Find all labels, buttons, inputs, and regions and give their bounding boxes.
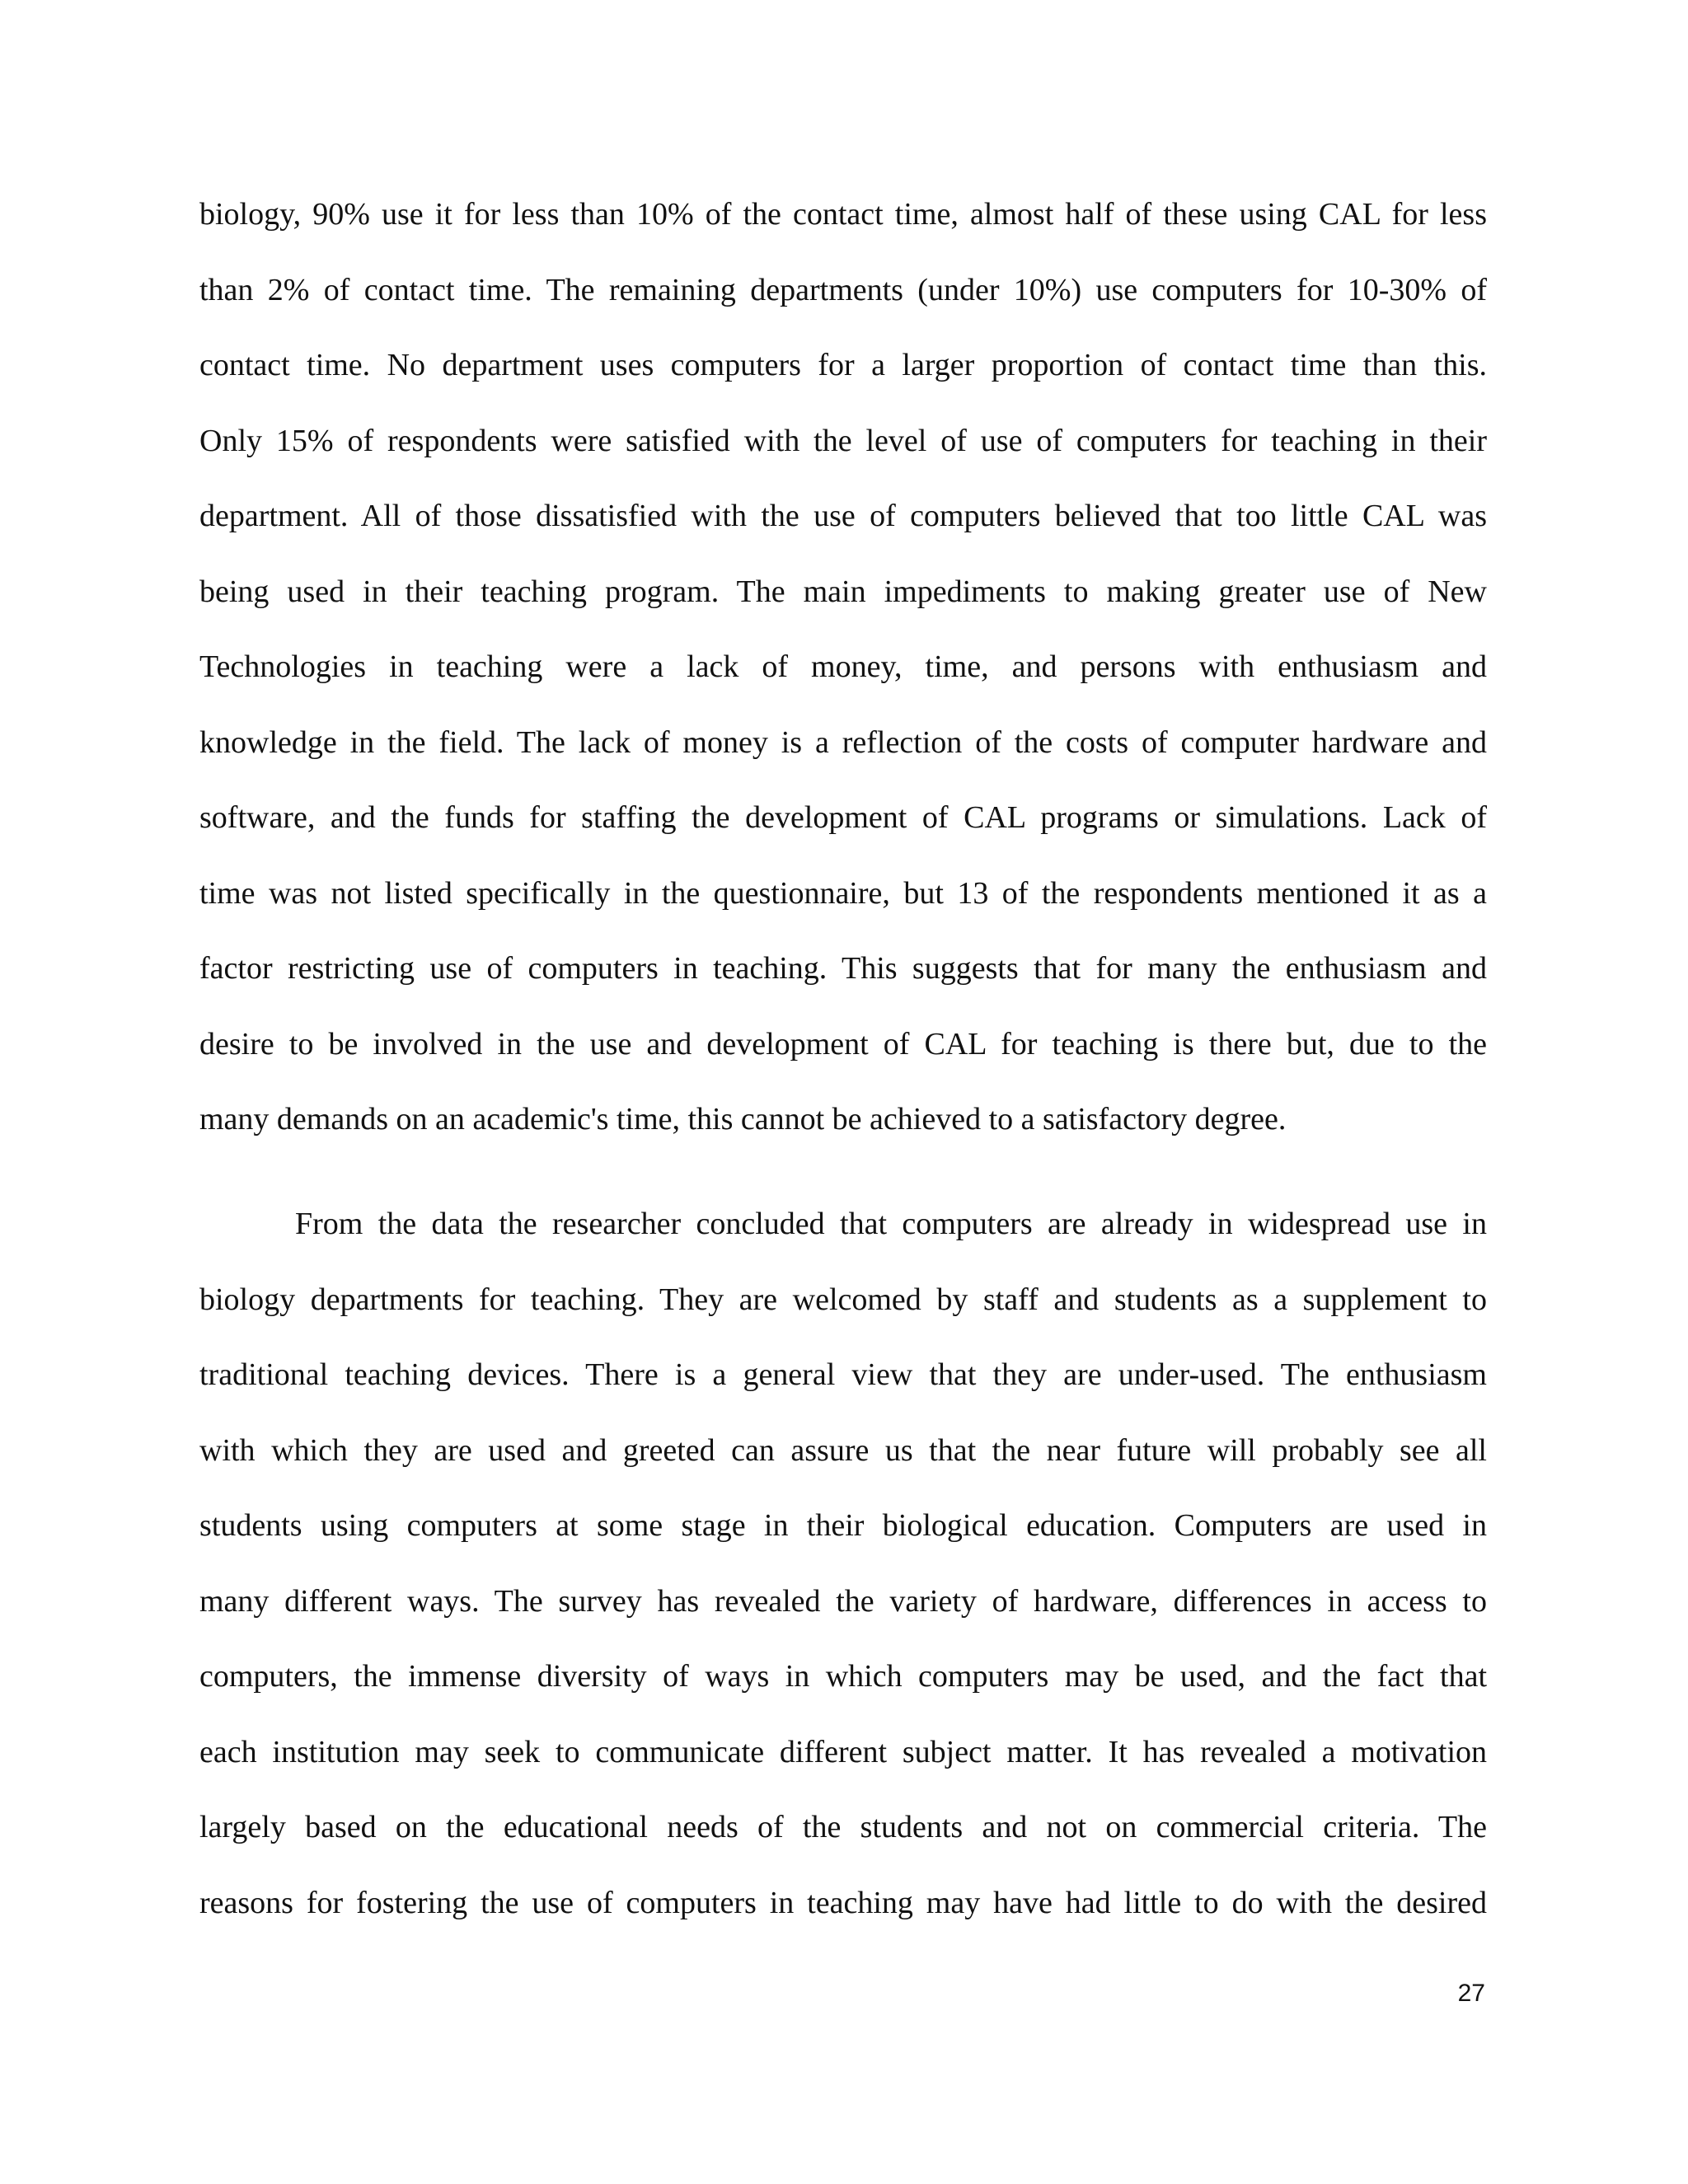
- text-line: largely based on the educational needs of the students and not on commercial criteria. The: [199, 1810, 1487, 1844]
- text-line: reasons for fostering the use of computers in teaching may have had little to do with the desired: [199, 1885, 1487, 1920]
- page-number: 27: [1457, 1980, 1485, 2007]
- text-line: factor restricting use of computers in teaching. This suggests that for many the enthusiasm and: [199, 951, 1487, 986]
- text-line: being used in their teaching program. The main impediments to making greater use of New: [199, 574, 1487, 609]
- text-line: with which they are used and greeted can assure us that the near future will probably see all: [199, 1432, 1487, 1468]
- text-line: students using computers at some stage in their biological education. Computers are used in: [199, 1508, 1487, 1543]
- text-line: many demands on an academic's time, this cannot be achieved to a satisfactory degree.: [199, 1102, 1287, 1137]
- text-line: department. All of those dissatisfied with the use of computers believed that too little CAL was: [199, 499, 1487, 533]
- paragraph-1: [199, 177, 1487, 1158]
- text-line: desire to be involved in the use and development of CAL for teaching is there but, due to the: [199, 1026, 1487, 1062]
- text-line: biology departments for teaching. They are welcomed by staff and students as a supplement to: [199, 1282, 1487, 1317]
- paragraph-2: [199, 1187, 1487, 1941]
- text-line: software, and the funds for staffing the development of CAL programs or simulations. Lack of: [199, 800, 1487, 835]
- text-line: contact time. No department uses computers for a larger proportion of contact time than this.: [199, 348, 1487, 382]
- text-line: knowledge in the field. The lack of money is a reflection of the costs of computer hardware and: [199, 724, 1487, 760]
- text-line: traditional teaching devices. There is a general view that they are under-used. The enthusiasm: [199, 1357, 1487, 1392]
- text-line: many different ways. The survey has revealed the variety of hardware, differences in access to: [199, 1583, 1487, 1619]
- text-line: each institution may seek to communicate different subject matter. It has revealed a motivation: [199, 1734, 1487, 1769]
- text-line: From the data the researcher concluded that computers are already in widespread use in: [295, 1207, 1487, 1241]
- text-line: time was not listed specifically in the questionnaire, but 13 of the respondents mentioned it as a: [199, 875, 1487, 911]
- text-line: Technologies in teaching were a lack of money, time, and persons with enthusiasm and: [199, 649, 1487, 684]
- text-line: Only 15% of respondents were satisfied with the level of use of computers for teaching in their: [199, 423, 1487, 458]
- text-line: biology, 90% use it for less than 10% of the contact time, almost half of these using CAL for less: [199, 197, 1487, 232]
- text-line: computers, the immense diversity of ways in which computers may be used, and the fact that: [199, 1659, 1487, 1694]
- text-line: than 2% of contact time. The remaining departments (under 10%) use computers for 10-30% of: [199, 272, 1487, 307]
